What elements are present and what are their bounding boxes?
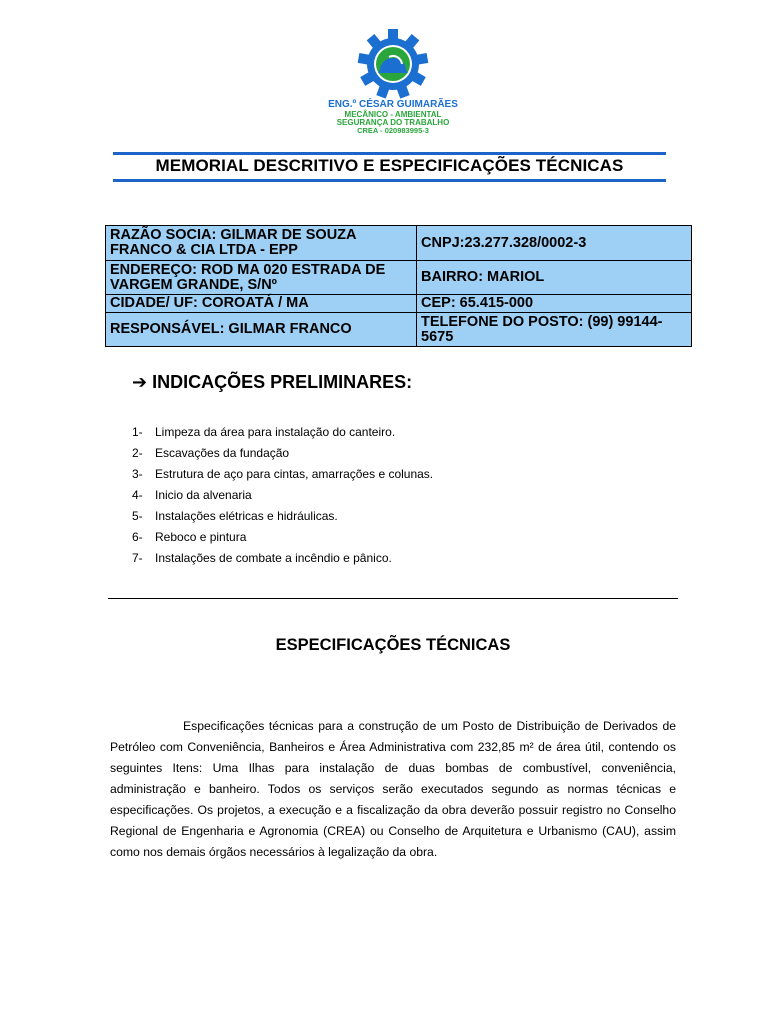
item-number: 4-	[132, 488, 143, 502]
specs-paragraph: Especificações técnicas para a construção de um Posto de Distribuição de Derivados de Petróleo com Conveniência, Banheiros e Área Administrativa com 232,85 m² de área útil, contendo os seguintes Itens: Uma Ilhas para instalação de duas bombas de combustível, conveniência, administração e banheiro. Todos os serviços serão executados segundo as normas técnicas e especificações. Os projetos, a execução e a fiscalização da obra deverão possuir registro no Conselho Regional de Engenharia e Agronomia (CREA) ou Conselho de Arquitetura e Urbanismo (CAU), assim como nos demais órgãos necessários à legalização da obra.	[110, 719, 676, 859]
list-item	[132, 506, 433, 527]
gear-helmet-icon	[352, 28, 434, 100]
company-info-table	[105, 225, 692, 347]
list-item	[132, 527, 433, 548]
item-text: Estrutura de aço para cintas, amarrações e colunas.	[155, 467, 434, 481]
item-number: 1-	[132, 425, 143, 439]
table-row	[106, 313, 692, 347]
responsible-cell: RESPONSÁVEL: GILMAR FRANCO	[106, 313, 417, 347]
item-number: 3-	[132, 467, 143, 481]
list-item	[132, 422, 433, 443]
specs-title: ESPECIFICAÇÕES TÉCNICAS	[275, 636, 511, 654]
logo-crea: CREA - 020983995-3	[357, 126, 429, 136]
prelim-heading-text: INDICAÇÕES PRELIMINARES:	[152, 372, 413, 392]
phone-cell: TELEFONE DO POSTO: (99) 99144-5675	[417, 313, 692, 347]
address-cell: ENDEREÇO: ROD MA 020 ESTRADA DE VARGEM GRANDE, S/Nº	[106, 261, 417, 295]
section-divider	[108, 598, 678, 599]
list-item	[132, 443, 433, 464]
table-row	[106, 261, 692, 295]
item-text: Limpeza da área para instalação do canteiro.	[155, 425, 396, 439]
district-cell: BAIRRO: MARIOL	[417, 261, 692, 295]
logo-name: ENG.º CÉSAR GUIMARÃES	[328, 99, 458, 110]
item-text: Escavações da fundação	[155, 446, 290, 460]
table-row	[106, 295, 692, 313]
title-rule-bottom	[113, 179, 666, 182]
arrow-right-icon: ➔	[132, 372, 148, 392]
city-cell: CIDADE/ UF: COROATÁ / MA	[106, 295, 417, 313]
page-title: MEMORIAL DESCRITIVO E ESPECIFICAÇÕES TÉCNICAS	[155, 156, 624, 175]
logo-specialty-1: MECÂNICO - AMBIENTAL	[344, 109, 442, 119]
prelim-heading	[132, 372, 412, 393]
item-number: 2-	[132, 446, 143, 460]
item-number: 5-	[132, 509, 143, 523]
item-text: Reboco e pintura	[155, 530, 247, 544]
title-rule-top	[113, 152, 666, 155]
item-text: Inicio da alvenaria	[155, 488, 252, 502]
table-row	[106, 226, 692, 261]
list-item	[132, 485, 433, 506]
zip-cell: CEP: 65.415-000	[417, 295, 692, 313]
list-item	[132, 548, 433, 569]
list-item	[132, 464, 433, 485]
company-name-cell: RAZÃO SOCIA: GILMAR DE SOUZA FRANCO & CIA LTDA - EPP	[106, 226, 417, 261]
item-text: Instalações elétricas e hidráulicas.	[155, 509, 338, 523]
logo-specialty-2: SEGURANÇA DO TRABALHO	[336, 117, 450, 127]
item-text: Instalações de combate a incêndio e pânico.	[155, 551, 392, 565]
prelim-list	[132, 422, 433, 569]
item-number: 7-	[132, 551, 143, 565]
item-number: 6-	[132, 530, 143, 544]
cnpj-cell: CNPJ:23.277.328/0002-3	[417, 226, 692, 261]
company-logo	[318, 28, 468, 140]
